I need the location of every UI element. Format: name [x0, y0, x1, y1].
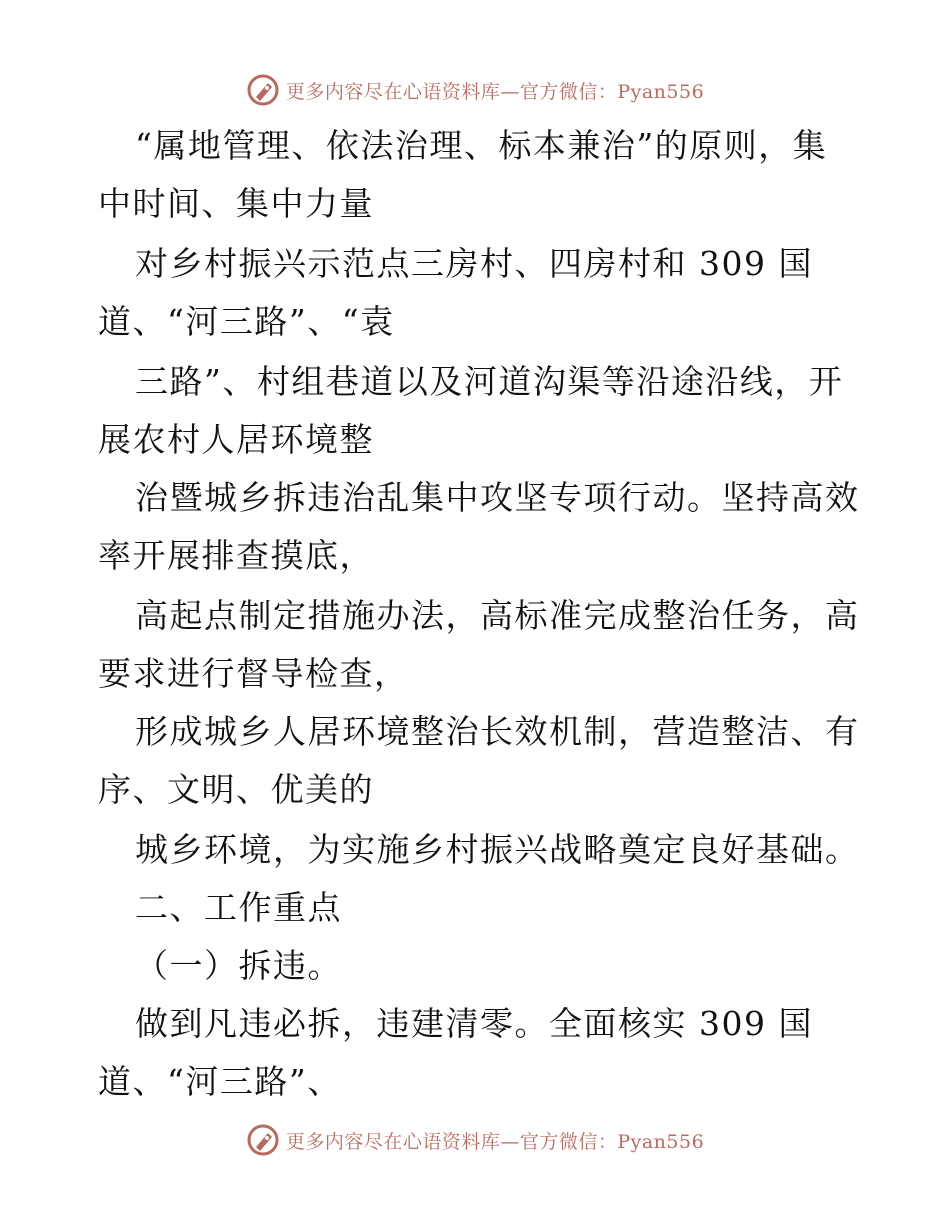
footer-watermark [0, 1122, 950, 1158]
body-line: 道、“河三路”、 [98, 1062, 342, 1101]
body-line: 高起点制定措施办法，高标准完成整治任务，高 [135, 596, 860, 635]
body-line: 道、“河三路”、“袁 [98, 302, 395, 341]
body-line: 对乡村振兴示范点三房村、四房村和 309 国 [135, 244, 813, 283]
body-line: 要求进行督导检查， [98, 654, 409, 693]
watermark-text: 更多内容尽在心语资料库—官方微信：Pyan556 [285, 80, 705, 103]
body-line: 三路”、村组巷道以及河道沟渠等沿途沿线，开 [135, 362, 844, 401]
pen-nib-logo-icon [246, 73, 280, 107]
body-line: 展农村人居环境整 [98, 420, 374, 459]
header-watermark [0, 72, 950, 108]
watermark-text: 更多内容尽在心语资料库—官方微信：Pyan556 [285, 1130, 705, 1153]
body-line: 序、文明、优美的 [98, 770, 374, 809]
body-line: “属地管理、依法治理、标本兼治”的原则，集 [135, 126, 828, 165]
section-heading: 二、工作重点 [135, 888, 342, 927]
body-line: 做到凡违必拆，违建清零。全面核实 309 国 [135, 1004, 813, 1043]
body-line: 形成城乡人居环境整治长效机制，营造整洁、有 [135, 712, 860, 751]
pen-nib-logo-icon [246, 1123, 280, 1157]
body-line: 城乡环境，为实施乡村振兴战略奠定良好基础。 [135, 830, 860, 869]
subsection-heading: （一）拆违。 [135, 946, 342, 985]
body-line: 中时间、集中力量 [98, 184, 374, 223]
body-line: 率开展排查摸底， [98, 536, 374, 575]
body-line: 治暨城乡拆违治乱集中攻坚专项行动。坚持高效 [135, 478, 860, 517]
